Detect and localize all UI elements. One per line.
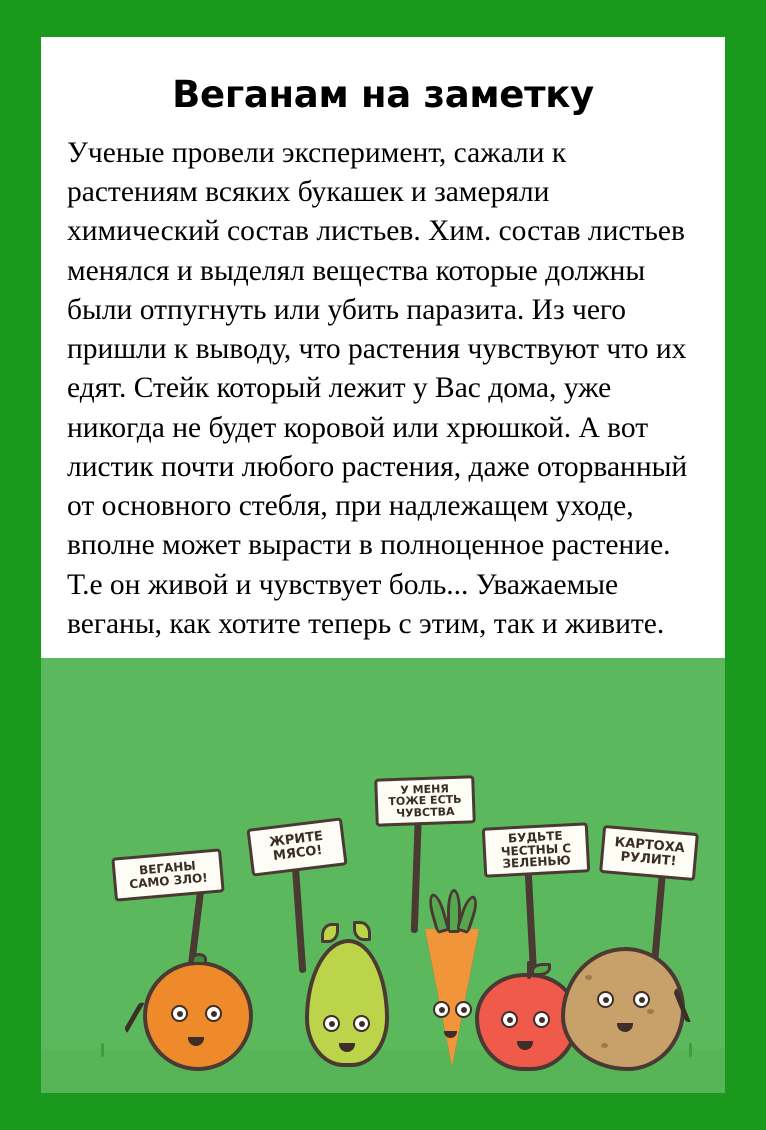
grass-tuft-icon <box>689 1043 692 1057</box>
protest-sign-pear: ЖРИТЕ МЯСО! <box>246 817 347 876</box>
eye-icon <box>597 991 614 1008</box>
illustration-protesting-vegetables <box>41 658 725 1093</box>
leaf-icon <box>191 953 207 965</box>
character-orange <box>143 961 253 1071</box>
poster-card <box>41 37 725 1093</box>
protest-sign-apple: БУДЬТЕ ЧЕСТНЫ С ЗЕЛЕНЬЮ <box>482 822 590 877</box>
protest-sign-orange: ВЕГАНЫ САМО ЗЛО! <box>111 848 224 901</box>
eye-icon <box>433 1001 450 1018</box>
character-pear <box>297 921 397 1071</box>
eye-icon <box>633 991 650 1008</box>
grass-tuft-icon <box>101 1043 104 1057</box>
protest-sign-carrot: У МЕНЯ ТОЖЕ ЕСТЬ ЧУВСТВА <box>374 775 476 826</box>
eye-icon <box>323 1015 340 1032</box>
poster-text-area <box>41 37 725 658</box>
eye-icon <box>501 1011 518 1028</box>
leaf-icon <box>353 921 371 941</box>
leaf-icon <box>321 923 339 943</box>
eye-icon <box>533 1011 550 1028</box>
leaf-icon <box>531 963 551 976</box>
eye-icon <box>205 1005 222 1022</box>
page-title: Веганам на заметку <box>172 73 594 116</box>
protest-sign-potato: КАРТОХА РУЛИТ! <box>599 825 699 881</box>
eye-icon <box>455 1001 472 1018</box>
eye-icon <box>353 1015 370 1032</box>
poster-body-text: Ученые провели эксперимент, сажали к растениям всяких букашек и замеряли химический состав листьев. Хим. состав листьев менялся и выделял вещества которые должны были отпугнуть или убить паразита. Из чего пришли к выводу, что растения чувствуют что их едят. Стейк который лежит у Вас дома, уже никогда не будет коровой или хрюшкой. А вот листик почти любого растения, даже оторванный от основного стебля, при надлежащем уходе, вполне может вырасти в полноценное растение. Т.е он живой и чувствует боль... Уважаемые веганы, как хотите теперь с этим, так и живите. <box>67 137 695 640</box>
character-potato <box>561 947 685 1071</box>
eye-icon <box>171 1005 188 1022</box>
